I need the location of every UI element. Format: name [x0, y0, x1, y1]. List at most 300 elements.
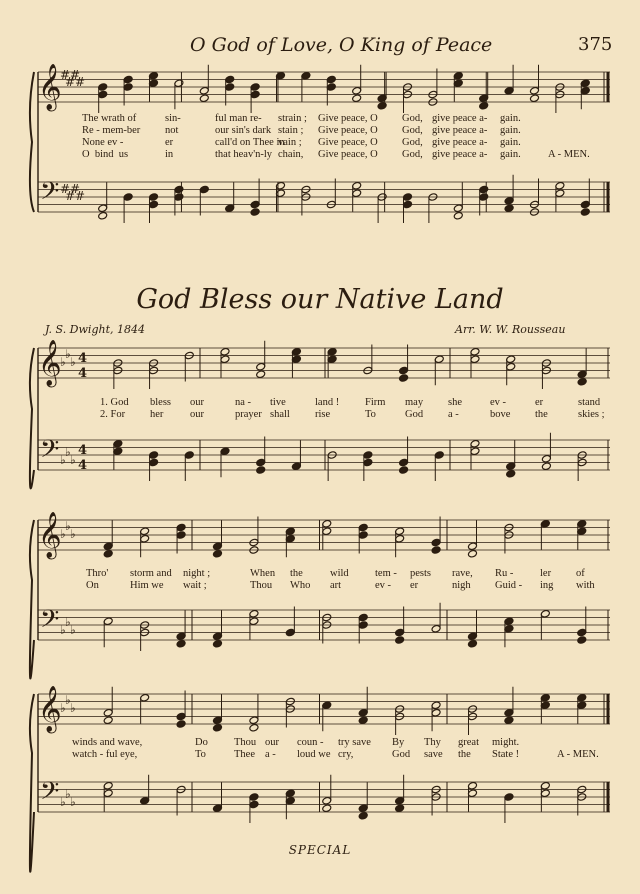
note-head — [506, 362, 516, 371]
note-head — [504, 793, 514, 802]
page-number: 375 — [578, 34, 613, 55]
note-head — [291, 355, 301, 364]
note-head — [250, 90, 260, 99]
lyric-syllable: Ru - — [495, 568, 514, 579]
note-head — [199, 94, 209, 103]
note-head — [140, 534, 150, 543]
lyric-syllable: rave, — [452, 568, 473, 579]
lyric-syllable: Thy — [424, 737, 441, 748]
lyric-syllable: chain, — [278, 149, 304, 160]
note-head — [453, 211, 463, 220]
note-head — [577, 519, 587, 528]
note-head — [540, 519, 550, 528]
note-head — [140, 527, 150, 536]
lyric-syllable: stand — [578, 397, 601, 408]
lyric-syllable: ev - — [375, 580, 392, 591]
note-head — [176, 523, 186, 532]
key-signature: ♭ — [70, 453, 76, 467]
lyric-syllable: O bind us — [82, 149, 129, 160]
key-signature: # — [65, 75, 76, 89]
lyric-syllable: call'd on Thee in — [215, 137, 285, 148]
lyric-syllable: the — [535, 409, 548, 420]
note-head — [249, 609, 259, 618]
note-head — [504, 624, 514, 633]
note-head — [453, 79, 463, 88]
note-head — [468, 549, 478, 558]
note-head — [358, 811, 368, 820]
lyric-syllable: storm and — [130, 568, 172, 579]
time-signature: 4 — [78, 458, 88, 473]
note-head — [103, 781, 113, 790]
brace — [30, 694, 34, 872]
note-head — [149, 79, 159, 88]
lyric-syllable: give peace a- — [432, 125, 488, 136]
lyric-syllable: wild — [330, 568, 349, 579]
note-head — [352, 94, 362, 103]
note-head — [291, 347, 301, 356]
note-head — [504, 196, 514, 205]
note-head — [395, 628, 405, 637]
key-signature: ♭ — [65, 445, 71, 459]
note-head — [399, 466, 409, 475]
lyric-syllable: Re - mem-ber — [82, 125, 141, 136]
lyric-syllable: bove — [490, 409, 511, 420]
note-head — [577, 701, 587, 710]
key-signature: # — [65, 189, 76, 203]
lyric-syllable: shall — [270, 409, 290, 420]
key-signature: ♭ — [70, 795, 76, 809]
note-head — [276, 71, 286, 80]
note-head — [504, 708, 514, 717]
note-head — [249, 800, 259, 809]
note-head — [213, 716, 223, 725]
note-head — [358, 523, 368, 532]
note-head — [431, 624, 441, 633]
note-head — [434, 451, 444, 460]
note-head — [577, 377, 587, 386]
note-head — [213, 632, 223, 641]
lyric-syllable: pests — [410, 568, 431, 579]
note-head — [123, 83, 133, 92]
note-head — [176, 531, 186, 540]
lyric-syllable: strain ; — [278, 113, 307, 124]
note-head — [358, 716, 368, 725]
lyric-syllable: gain. — [500, 113, 521, 124]
note-head — [479, 193, 489, 202]
lyric-syllable: gain. — [500, 149, 521, 160]
note-head — [395, 804, 405, 813]
note-head — [103, 716, 113, 725]
note-head — [113, 447, 123, 456]
lyric-syllable: Guid - — [495, 580, 523, 591]
note-head — [285, 789, 295, 798]
note-head — [358, 531, 368, 540]
note-head — [504, 204, 514, 213]
note-head — [577, 636, 587, 645]
note-head — [98, 204, 108, 213]
note-head — [113, 439, 123, 448]
note-head — [541, 462, 551, 471]
lyric-syllable: loud we — [297, 749, 331, 760]
note-head — [358, 708, 368, 717]
lyric-syllable: ful man re- — [215, 113, 262, 124]
lyric-syllable: bless — [150, 397, 171, 408]
note-head — [468, 789, 478, 798]
lyric-syllable: give peace a- — [432, 113, 488, 124]
note-head — [479, 185, 489, 194]
lyric-syllable: our — [190, 409, 204, 420]
note-head — [377, 94, 387, 103]
lyric-syllable: might. — [492, 737, 520, 748]
key-signature: # — [60, 182, 71, 196]
bass-clef: 𝄢 — [40, 605, 60, 640]
lyric-syllable: Thro' — [86, 568, 109, 579]
brace — [30, 72, 34, 212]
note-head — [506, 469, 516, 478]
lyric-syllable: State ! — [492, 749, 520, 760]
note-head — [470, 447, 480, 456]
note-head — [285, 796, 295, 805]
note-head — [377, 101, 387, 110]
note-head — [225, 204, 235, 213]
note-head — [176, 632, 186, 641]
note-head — [352, 189, 362, 198]
lyric-syllable: God, — [402, 113, 423, 124]
key-signature: ♭ — [60, 453, 66, 467]
lyric-syllable: tive — [270, 397, 286, 408]
note-head — [149, 193, 159, 202]
lyric-syllable: Give peace, O — [318, 125, 378, 136]
note-head — [174, 193, 184, 202]
note-head — [399, 374, 409, 383]
note-head — [326, 75, 336, 84]
note-head — [213, 723, 223, 732]
bass-clef: 𝄢 — [40, 435, 60, 470]
note-head — [555, 181, 565, 190]
key-signature: ♭ — [70, 355, 76, 369]
note-head — [431, 538, 441, 547]
key-signature: ♭ — [65, 693, 71, 707]
lyric-syllable: save — [424, 749, 443, 760]
note-head — [395, 636, 405, 645]
note-head — [580, 86, 590, 95]
note-head — [176, 720, 186, 729]
note-head — [468, 542, 478, 551]
note-head — [470, 355, 480, 364]
note-head — [395, 796, 405, 805]
lyric-syllable: give peace a- — [432, 137, 488, 148]
lyric-syllable: try save — [338, 737, 371, 748]
note-head — [453, 204, 463, 213]
brace — [30, 520, 34, 678]
lyric-syllable: er — [165, 137, 174, 148]
note-head — [140, 796, 150, 805]
lyric-syllable: Give peace, O — [318, 137, 378, 148]
lyric-syllable: To — [195, 749, 206, 760]
note-head — [363, 458, 373, 467]
treble-clef: 𝄞 — [38, 340, 62, 386]
key-signature: ♭ — [60, 623, 66, 637]
lyric-syllable: gain. — [500, 125, 521, 136]
note-head — [358, 613, 368, 622]
brace — [30, 348, 34, 488]
lyric-syllable: land ! — [315, 397, 340, 408]
note-head — [577, 527, 587, 536]
note-head — [250, 83, 260, 92]
lyric-syllable: the — [458, 749, 471, 760]
key-signature: ♭ — [60, 527, 66, 541]
hymn-title: God Bless our Native Land — [136, 284, 504, 315]
note-head — [250, 208, 260, 217]
note-head — [98, 90, 108, 99]
lyric-syllable: By — [392, 737, 405, 748]
lyric-syllable: may — [405, 397, 424, 408]
note-head — [249, 793, 259, 802]
note-head — [363, 451, 373, 460]
lyric-syllable: that heav'n-ly — [215, 149, 272, 160]
lyric-syllable: tem - — [375, 568, 397, 579]
note-head — [580, 200, 590, 209]
note-head — [555, 189, 565, 198]
lyric-syllable: 2. For — [100, 409, 126, 420]
lyric-syllable: Thou — [250, 580, 273, 591]
lyric-syllable: Who — [290, 580, 311, 591]
lyric-syllable: give peace a- — [432, 149, 488, 160]
note-head — [103, 549, 113, 558]
lyric-syllable: When — [250, 568, 276, 579]
key-signature: # — [75, 75, 86, 89]
note-head — [123, 75, 133, 84]
note-head — [540, 609, 550, 618]
note-head — [176, 639, 186, 648]
key-signature: ♭ — [70, 701, 76, 715]
lyric-syllable: skies ; — [578, 409, 605, 420]
note-head — [540, 789, 550, 798]
note-head — [530, 94, 540, 103]
note-head — [479, 101, 489, 110]
key-signature: ♭ — [65, 787, 71, 801]
note-head — [199, 86, 209, 95]
note-head — [431, 708, 441, 717]
time-signature: 4 — [78, 351, 88, 366]
amen-label: A - MEN. — [557, 749, 599, 760]
note-head — [256, 370, 266, 379]
lyric-syllable: great — [458, 737, 479, 748]
lyric-syllable: ev - — [490, 397, 507, 408]
note-head — [184, 451, 194, 460]
lyric-syllable: cry, — [338, 749, 354, 760]
note-head — [577, 693, 587, 702]
lyric-syllable: Do — [195, 737, 208, 748]
note-head — [276, 181, 286, 190]
arranger-credit: Arr. W. W. Rousseau — [455, 323, 566, 336]
note-head — [225, 75, 235, 84]
note-head — [540, 701, 550, 710]
lyric-syllable: with — [576, 580, 595, 591]
note-head — [103, 617, 113, 626]
lyric-syllable: sin- — [165, 113, 181, 124]
note-head — [431, 701, 441, 710]
lyric-syllable: God — [405, 409, 424, 420]
note-head — [291, 462, 301, 471]
lyric-syllable: Give peace, O — [318, 149, 378, 160]
key-signature: # — [60, 68, 71, 82]
lyric-syllable: To — [365, 409, 376, 420]
time-signature: 4 — [78, 443, 88, 458]
lyric-syllable: Give peace, O — [318, 113, 378, 124]
lyric-syllable: Firm — [365, 397, 386, 408]
note-head — [530, 86, 540, 95]
note-head — [103, 708, 113, 717]
note-head — [256, 362, 266, 371]
note-head — [468, 639, 478, 648]
key-signature: ♭ — [60, 701, 66, 715]
note-head — [174, 185, 184, 194]
note-head — [468, 781, 478, 790]
note-head — [352, 86, 362, 95]
note-head — [249, 617, 259, 626]
note-head — [399, 366, 409, 375]
lyric-syllable: Him we — [130, 580, 164, 591]
lyric-syllable: she — [448, 397, 462, 408]
note-head — [103, 542, 113, 551]
lyric-syllable: wait ; — [183, 580, 207, 591]
treble-clef: 𝄞 — [38, 686, 62, 732]
note-head — [358, 621, 368, 630]
lyric-syllable: God, — [402, 125, 423, 136]
note-head — [149, 451, 159, 460]
note-head — [199, 185, 209, 194]
lyric-syllable: watch - ful eye, — [72, 749, 138, 760]
lyric-syllable: rise — [315, 409, 331, 420]
note-head — [504, 716, 514, 725]
lyric-syllable: a - — [448, 409, 459, 420]
note-head — [213, 549, 223, 558]
note-head — [326, 83, 336, 92]
note-head — [504, 86, 514, 95]
key-signature: # — [70, 182, 81, 196]
footer-label: SPECIAL — [288, 843, 352, 857]
note-head — [213, 804, 223, 813]
lyric-syllable: stain ; — [278, 125, 304, 136]
lyric-syllable: On — [86, 580, 99, 591]
lyric-syllable: night ; — [183, 568, 211, 579]
key-signature: ♭ — [70, 623, 76, 637]
note-head — [541, 454, 551, 463]
note-head — [580, 208, 590, 217]
key-signature: ♭ — [60, 355, 66, 369]
note-head — [395, 534, 405, 543]
key-signature: ♭ — [70, 527, 76, 541]
note-head — [322, 796, 332, 805]
key-signature: ♭ — [65, 519, 71, 533]
note-head — [322, 527, 332, 536]
lyric-syllable: The wrath of — [82, 113, 137, 124]
note-head — [577, 370, 587, 379]
lyric-syllable: winds and wave, — [72, 737, 143, 748]
lyric-syllable: na - — [235, 397, 252, 408]
note-head — [322, 519, 332, 528]
lyric-syllable: our — [190, 397, 204, 408]
key-signature: ♭ — [65, 615, 71, 629]
lyric-syllable: vain ; — [278, 137, 302, 148]
note-head — [399, 458, 409, 467]
lyric-syllable: our sin's dark — [215, 125, 272, 136]
note-head — [220, 447, 230, 456]
note-head — [301, 71, 311, 80]
note-head — [249, 716, 259, 725]
lyric-syllable: None ev - — [82, 137, 124, 148]
lyric-syllable: art — [330, 580, 342, 591]
note-head — [213, 639, 223, 648]
note-head — [140, 693, 150, 702]
bass-clef: 𝄢 — [40, 777, 60, 812]
note-head — [213, 542, 223, 551]
note-head — [250, 200, 260, 209]
note-head — [149, 458, 159, 467]
note-head — [98, 83, 108, 92]
note-head — [98, 211, 108, 220]
author-credit: J. S. Dwight, 1844 — [45, 323, 145, 336]
note-head — [220, 347, 230, 356]
lyric-syllable: coun - — [297, 737, 324, 748]
bass-clef: 𝄢 — [40, 177, 60, 212]
note-head — [285, 527, 295, 536]
key-signature: # — [75, 189, 86, 203]
note-head — [479, 94, 489, 103]
note-head — [580, 79, 590, 88]
note-head — [176, 712, 186, 721]
note-head — [504, 617, 514, 626]
note-head — [327, 355, 337, 364]
note-head — [470, 347, 480, 356]
note-head — [431, 546, 441, 555]
treble-clef: 𝄞 — [38, 64, 62, 110]
lyric-syllable: our — [265, 737, 279, 748]
lyric-syllable: ing — [540, 580, 554, 591]
lyric-syllable: nigh — [452, 580, 471, 591]
lyric-syllable: God, — [402, 149, 423, 160]
note-head — [434, 355, 444, 364]
lyric-syllable: her — [150, 409, 164, 420]
treble-clef: 𝄞 — [38, 512, 62, 558]
note-head — [540, 781, 550, 790]
note-head — [506, 462, 516, 471]
note-head — [256, 458, 266, 467]
note-head — [403, 200, 413, 209]
note-head — [225, 83, 235, 92]
lyric-syllable: not — [165, 125, 179, 136]
note-head — [358, 804, 368, 813]
note-head — [103, 789, 113, 798]
running-title: O God of Love, O King of Peace — [190, 34, 493, 56]
note-head — [285, 628, 295, 637]
lyric-syllable: gain. — [500, 137, 521, 148]
note-head — [322, 804, 332, 813]
note-head — [468, 632, 478, 641]
note-head — [470, 439, 480, 448]
note-head — [352, 181, 362, 190]
note-head — [506, 355, 516, 364]
lyric-syllable: God, — [402, 137, 423, 148]
note-head — [577, 628, 587, 637]
time-signature: 4 — [78, 366, 88, 381]
lyric-syllable: God — [392, 749, 411, 760]
note-head — [249, 723, 259, 732]
lyric-syllable: er — [410, 580, 419, 591]
lyric-syllable: of — [576, 568, 585, 579]
key-signature: ♭ — [60, 795, 66, 809]
